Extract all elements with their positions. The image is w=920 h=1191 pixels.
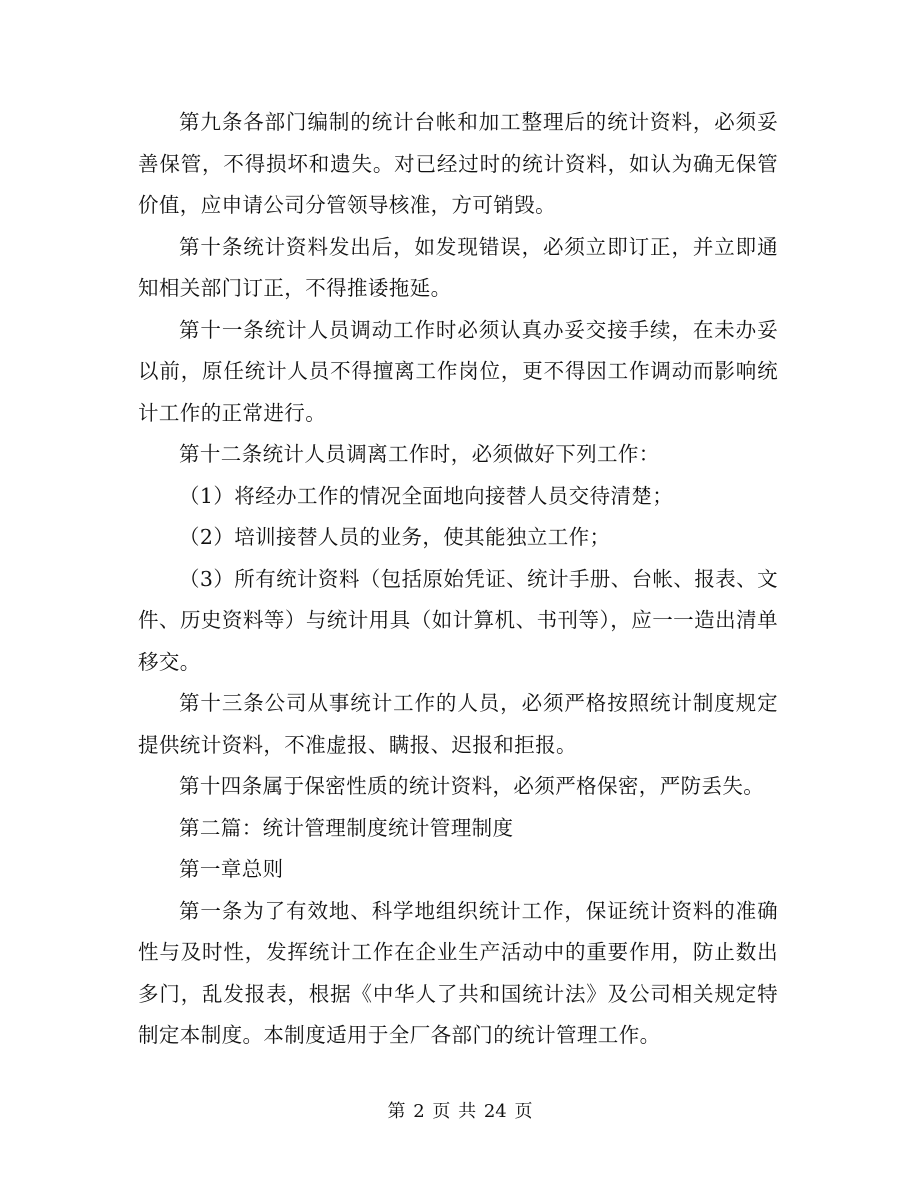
- paragraph-article-13: 第十三条公司从事统计工作的人员，必须严格按照统计制度规定提供统计资料，不准虚报、瞒报、迟报和拒报。: [138, 691, 778, 757]
- paragraph-item-2: （2）培训接替人员的业务，使其能独立工作；: [179, 525, 611, 549]
- chapter-heading-general: 第一章总则: [179, 857, 284, 881]
- paragraph-article-11: 第十一条统计人员调动工作时必须认真办妥交接手续，在未办妥以前，原任统计人员不得擅离工作岗位，更不得因工作调动而影响统计工作的正常进行。: [138, 317, 778, 425]
- paragraph-article-9: 第九条各部门编制的统计台帐和加工整理后的统计资料，必须妥善保管，不得损坏和遗失。对已经过时的统计资料，如认为确无保管价值，应申请公司分管领导核准，方可销毁。: [138, 110, 778, 217]
- section-heading-part-2: 第二篇：统计管理制度统计管理制度: [179, 815, 514, 840]
- paragraph-item-1: （1）将经办工作的情况全面地向接替人员交待清楚；: [179, 483, 674, 508]
- document-body: [138, 102, 778, 1057]
- page-number-footer: 第 2 页 共 24 页: [387, 1101, 533, 1122]
- paragraph-item-3: （3）所有统计资料（包括原始凭证、统计手册、台帐、报表、文件、历史资料等）与统计用具（如计算机、书刊等），应一一造出清单移交。: [138, 566, 778, 674]
- paragraph-article-10: 第十条统计资料发出后，如发现错误，必须立即订正，并立即通知相关部门订正，不得推诿拖延。: [138, 234, 778, 300]
- paragraph-article-1: 第一条为了有效地、科学地组织统计工作，保证统计资料的准确性与及时性，发挥统计工作在企业生产活动中的重要作用，防止数出多门，乱发报表，根据《中华人了共和国统计法》及公司相关规定特制定本制度。本制度适用于全厂各部门的统计管理工作。: [138, 898, 778, 1047]
- paragraph-article-14: 第十四条属于保密性质的统计资料，必须严格保密，严防丢失。: [179, 774, 765, 798]
- paragraph-article-12: 第十二条统计人员调离工作时，必须做好下列工作：: [179, 442, 660, 466]
